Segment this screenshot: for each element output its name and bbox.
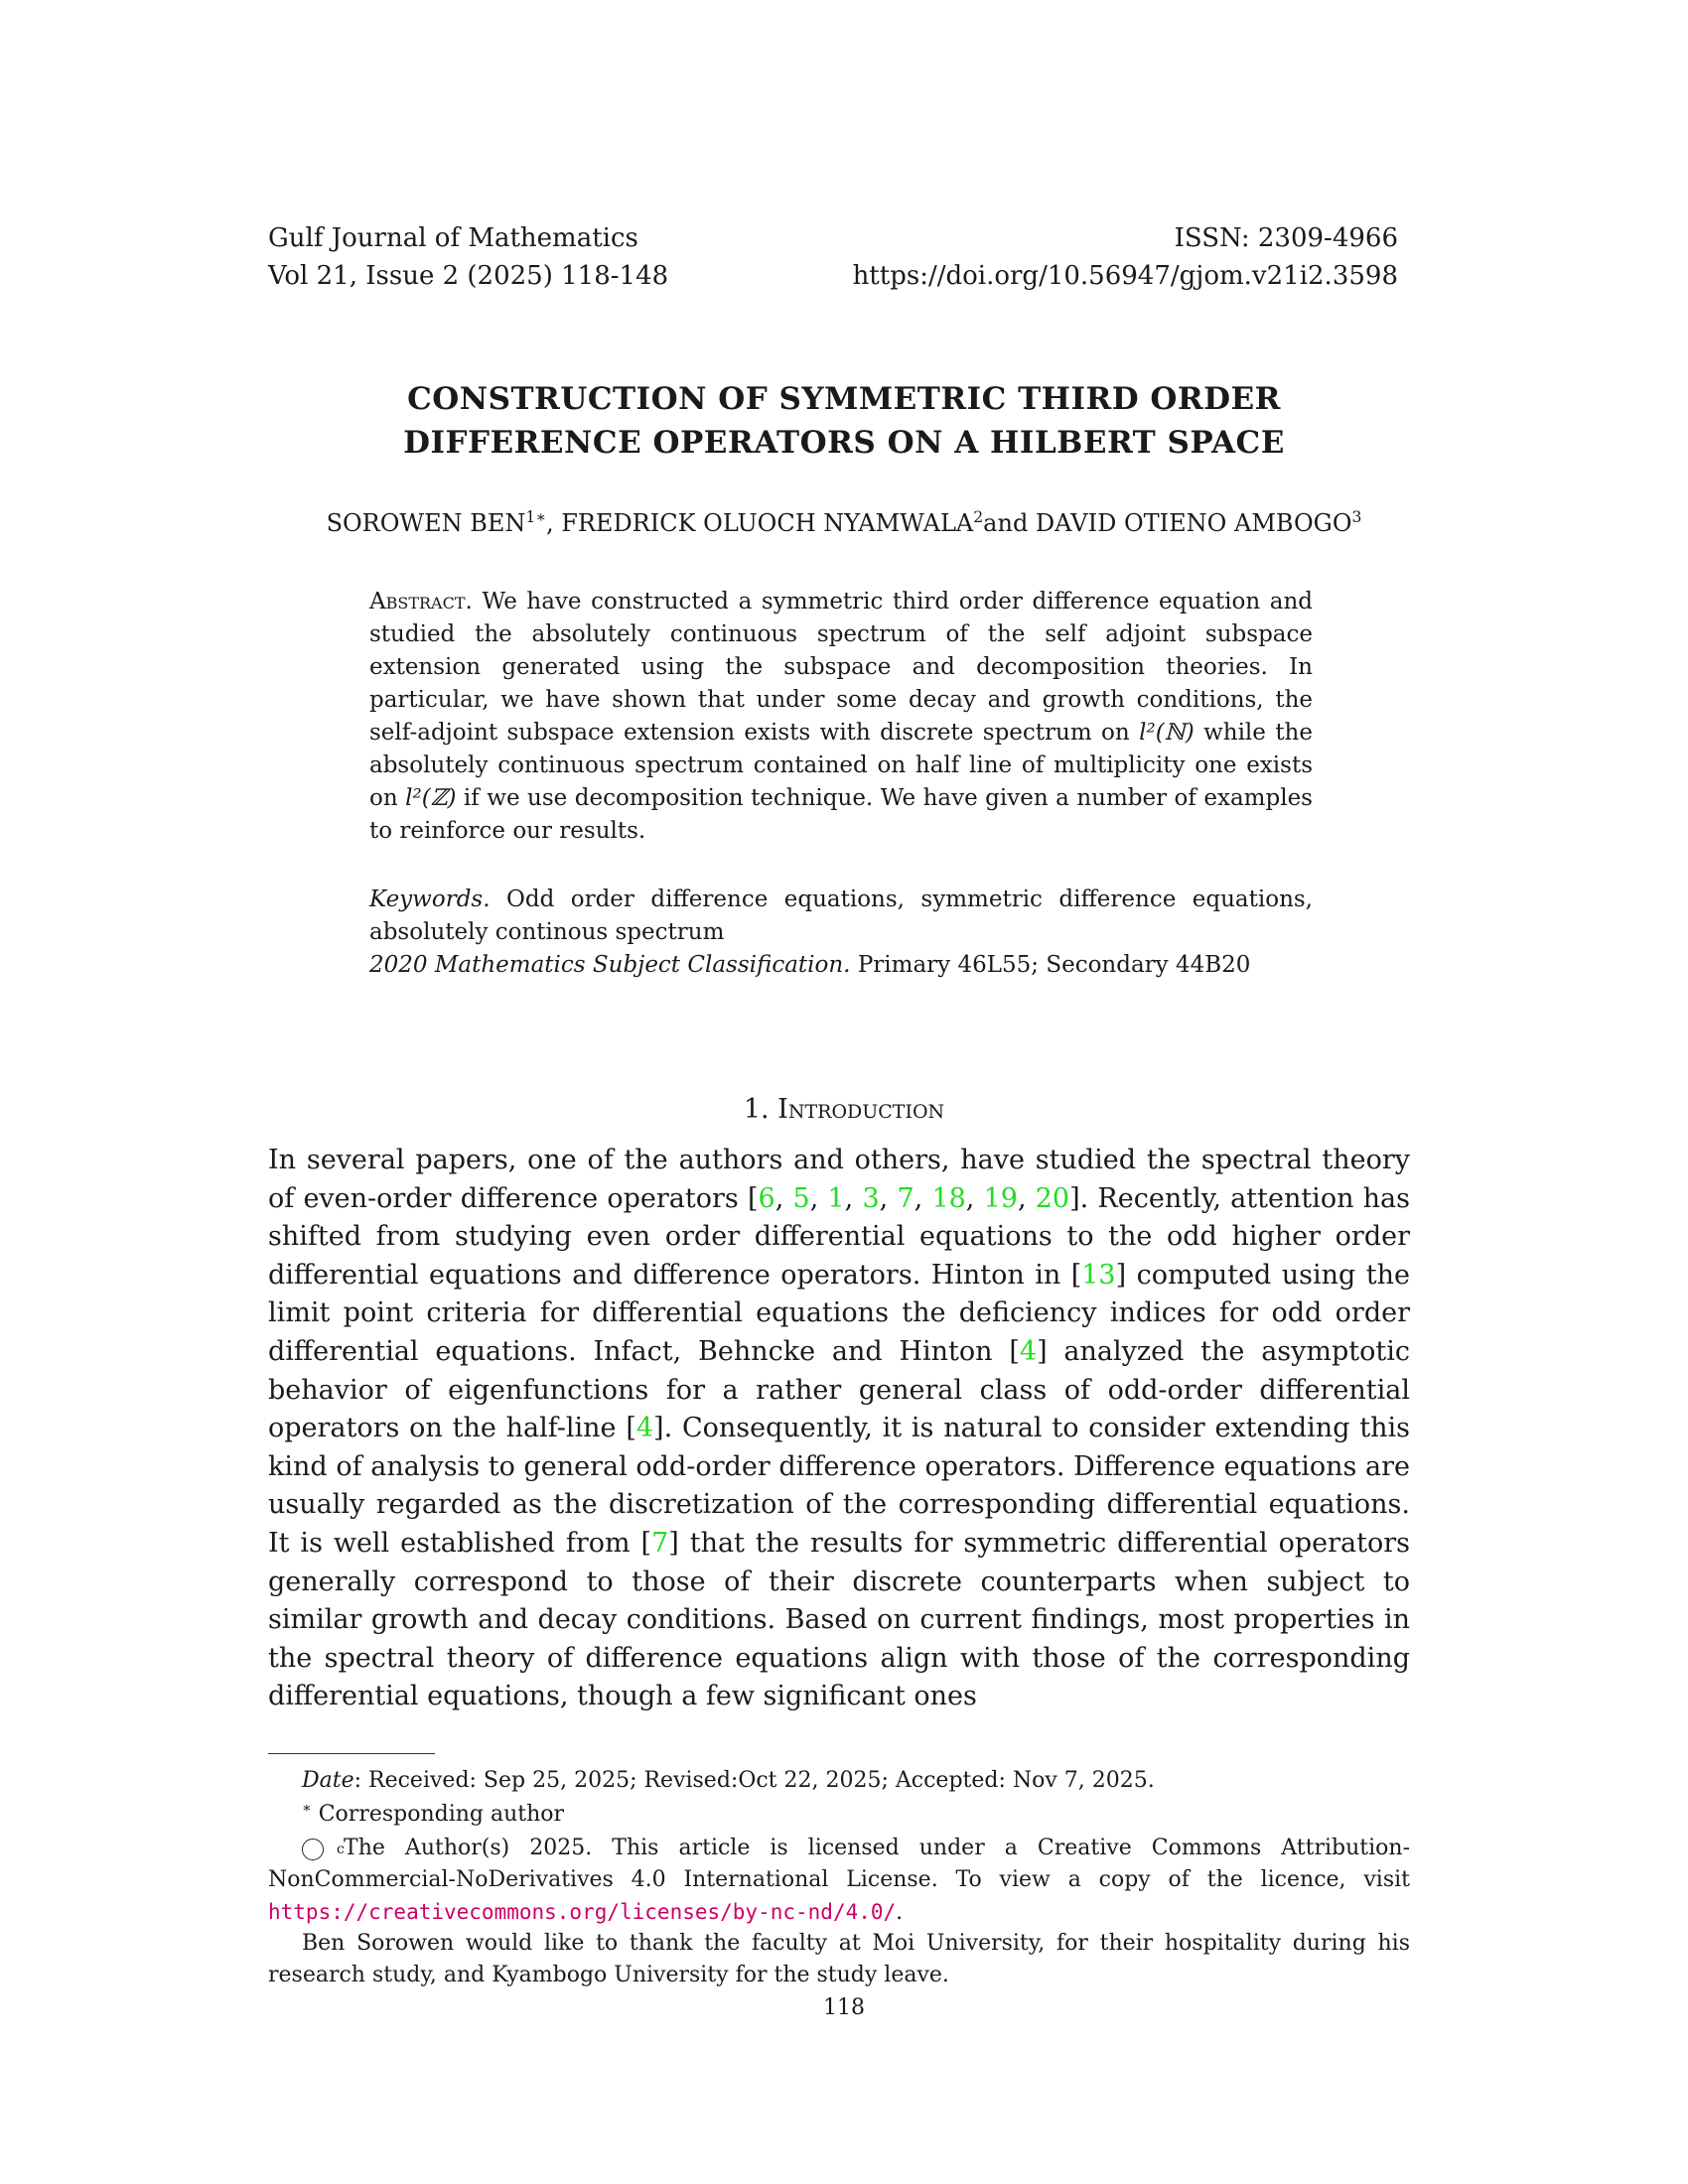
intro-text-5: ]. Consequently, it is natural to consider extending this kind of analysis to general odd-order difference operators. Difference equations are usually regarded as the discretization of the corresponding differential equations. It is well established from [ [268,1413,1411,1559]
corresponding-mark: ∗ [302,1800,312,1817]
intro-text-1: In several papers, one of the authors and others, have studied the spectral theory of even-order difference operators [ [268,1145,1410,1214]
keywords-label: Keywords. [369,887,491,912]
citation-link[interactable]: 18 [931,1182,966,1214]
section-title: Introduction [777,1094,945,1125]
author-2-mark: 2 [973,508,984,526]
footnote-license [268,1833,1410,1929]
intro-paragraph: In several papers, one of the authors and others, have studied the spectral theory of even-order difference operators [6, 5, 1, 3, 7, 18, 19, 20]. Recently, attention has shifted from studying even order differential equations to the odd higher order differential equations and difference operators. Hinton in [13] computed using the limit point criteria for differential equations the deficiency indices for odd order differential equations. Infact, Behncke and Hinton [4] analyzed the asymptotic behavior of eigenfunctions for a rather general class of odd-order differential operators on the half-line [4]. Consequently, it is natural to consider extending this kind of analysis to general odd-order difference operators. Difference equations are usually regarded as the discretization of the corresponding differential equations. It is well established from [7] that the results for symmetric differential operators generally correspond to those of their discrete counterparts when subject to similar growth and decay conditions. Based on current findings, most properties in the spectral theory of difference equations align with those of the corresponding differential equations, though a few significant ones [268,1145,1411,1712]
date-text: : Received: Sep 25, 2025; Revised:Oct 22, 2025; Accepted: Nov 7, 2025. [353,1768,1155,1793]
citation-link[interactable]: 19 [983,1182,1018,1214]
citation-link[interactable]: 13 [1081,1259,1116,1291]
abstract-text-a: We have constructed a symmetric third order difference equation and studied the absolutely continuous spectrum of the self adjoint subspace extension generated using the subspace and decomposition theories. In particular, we have shown that under some decay and growth conditions, the self-adjoint subspace extension exists with discrete spectrum on [369,589,1314,746]
author-1-mark: 1∗ [525,508,546,526]
issn: ISSN: 2309-4966 [1174,223,1398,253]
author-1: SOROWEN BEN [326,509,526,537]
keywords [369,884,1313,949]
abstract-space-2: l²(ℤ) [405,785,457,811]
footnote-thanks: Ben Sorowen would like to thank the faculty at Moi University, for their hospitality during his research study, and Kyambogo University for the study leave. [268,1931,1410,1987]
citation-link[interactable]: 6 [758,1182,775,1214]
intro-text-3: ] computed using the limit point criteria for differential equations the deficiency indices for odd order differential equations. Infact, Behncke and Hinton [ [268,1259,1410,1367]
page-number: 118 [823,1995,865,2020]
abstract-space-1: l²(ℕ) [1139,720,1195,746]
msc-label: 2020 Mathematics Subject Classification. [369,952,851,978]
author-list [268,506,1420,540]
title-line-1: CONSTRUCTION OF SYMMETRIC THIRD ORDER [407,381,1281,417]
author-3-mark: 3 [1351,508,1362,526]
license-end: . [896,1900,904,1925]
intro-text-4: ] analyzed the asymptotic behavior of eigenfunctions for a rather general class of odd-order differential operators on the half-line [ [268,1335,1411,1444]
section-heading [268,1092,1420,1128]
author-3: and DAVID OTIENO AMBOGO [983,509,1352,537]
citation-link[interactable]: 5 [792,1182,810,1214]
msc-text: Primary 46L55; Secondary 44B20 [857,952,1251,978]
footnote-corresponding [268,1799,1410,1831]
section-number: 1. [743,1094,770,1125]
copyright-icon: c [302,1839,324,1860]
intro-text-6: ] that the results for symmetric differential operators generally correspond to those of their discrete counterparts when subject to similar growth and decay conditions. Based on current findings, most properties in the spectral theory of difference equations align with those of the corresponding differential equations, though a few significant ones [268,1527,1410,1712]
corresponding-text: Corresponding author [318,1802,565,1827]
abstract-text-c: if we use decomposition technique. We have given a number of examples to reinforce our results. [369,785,1313,844]
date-label: Date [302,1768,354,1793]
msc-classification [369,949,1313,982]
doi-link[interactable]: https://doi.org/10.56947/gjom.v21i2.3598 [852,261,1398,291]
intro-text-2: ]. Recently, attention has shifted from studying even order differential equations to the odd higher order differential equations and difference operators. Hinton in [ [268,1182,1411,1291]
footnote-rule [268,1753,435,1754]
keywords-text: Odd order difference equations, symmetric difference equations, absolutely continous spectrum [369,887,1313,945]
author-2: , FREDRICK OLUOCH NYAMWALA [545,509,974,537]
citation-link[interactable]: 4 [1019,1335,1038,1367]
journal-volume: Vol 21, Issue 2 (2025) 118-148 [268,261,669,291]
citation-link[interactable]: 7 [651,1527,669,1559]
license-text: The Author(s) 2025. This article is licensed under a Creative Commons Attribution-NonCommercial-NoDerivatives 4.0 International License. To view a copy of the licence, visit [268,1836,1411,1892]
citation-link[interactable]: 1 [827,1182,845,1214]
license-url-link[interactable]: https://creativecommons.org/licenses/by-nc-nd/4.0/ [268,1900,897,1924]
citation-link[interactable]: 3 [862,1182,880,1214]
journal-name: Gulf Journal of Mathematics [268,223,638,253]
title-line-2: DIFFERENCE OPERATORS ON A HILBERT SPACE [403,425,1285,461]
citation-link[interactable]: 7 [897,1182,914,1214]
abstract-text-b: while the absolutely continuous spectrum contained on half line of multiplicity one exists on [369,720,1313,811]
abstract [369,586,1313,848]
citation-link[interactable]: 4 [635,1413,654,1444]
paper-title [268,377,1420,465]
abstract-label: Abstract. [369,589,473,614]
footnote-date [268,1765,1410,1797]
citation-link[interactable]: 20 [1035,1182,1070,1214]
